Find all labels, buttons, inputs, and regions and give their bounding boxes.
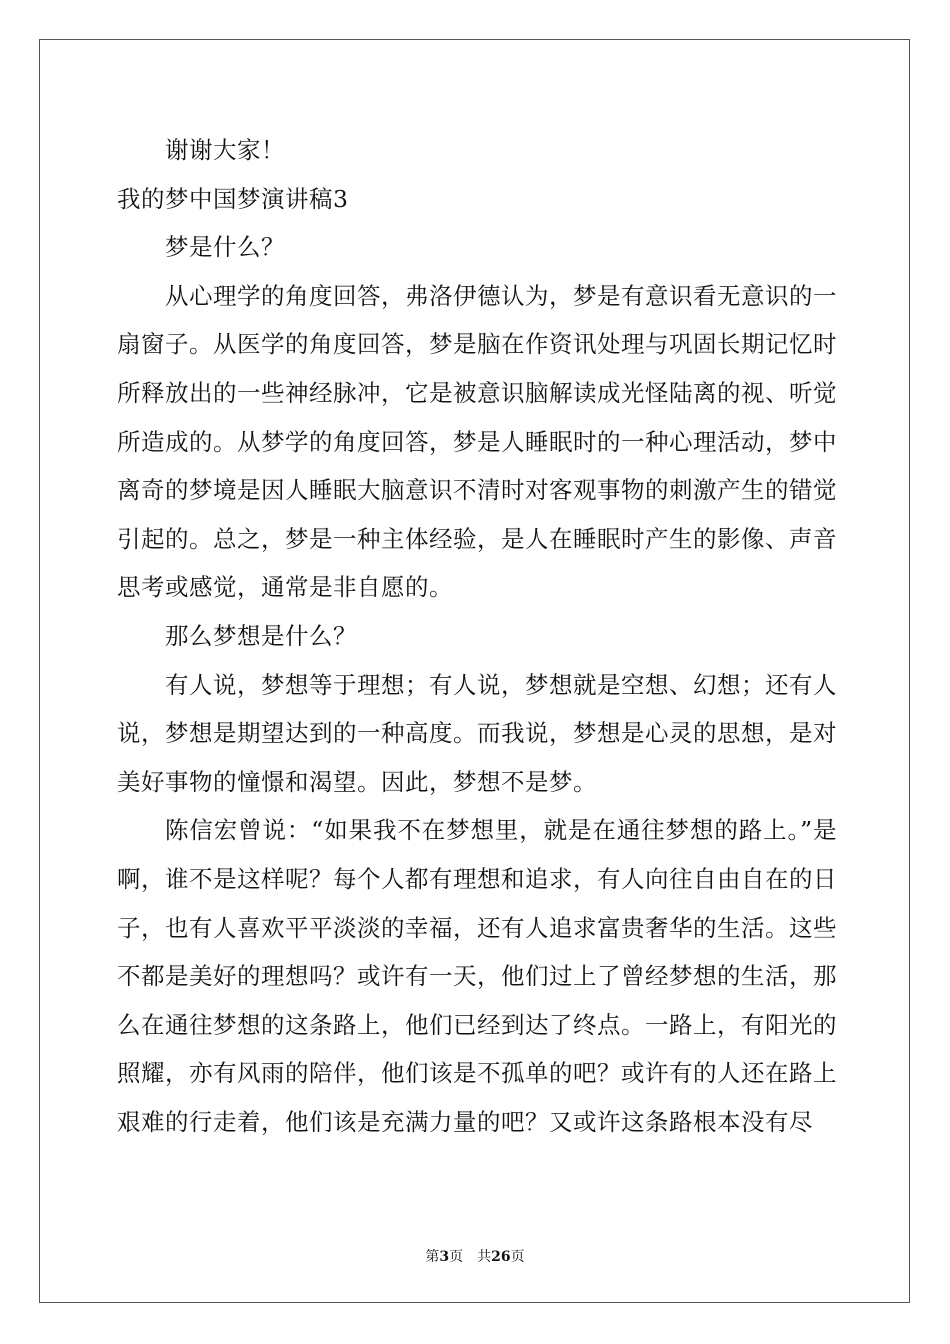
total-prefix: 共 (477, 1249, 492, 1265)
page-unit: 页 (449, 1249, 464, 1265)
page-footer (0, 1247, 950, 1267)
page-number: 3 (439, 1249, 450, 1265)
document-body (117, 126, 837, 1146)
paragraph: 陈信宏曾说：“如果我不在梦想里，就是在通往梦想的路上。”是啊，谁不是这样呢？每个人都有理想和追求，有人向往自由自在的日子，也有人喜欢平平淡淡的幸福，还有人追求富贵奢华的生活。这些不都是美好的理想吗？或许有一天，他们过上了曾经梦想的生活，那么在通往梦想的这条路上，他们已经到达了终点。一路上，有阳光的照耀，亦有风雨的陪伴，他们该是不孤单的吧？或许有的人还在路上艰难的行走着，他们该是充满力量的吧？又或许这条路根本没有尽 (117, 816, 837, 1136)
total-pages: 26 (491, 1249, 511, 1265)
paragraph: 那么梦想是什么？ (165, 621, 357, 650)
section-title: 我的梦中国梦演讲稿3 (117, 184, 349, 213)
paragraph: 从心理学的角度回答，弗洛伊德认为，梦是有意识看无意识的一扇窗子。从医学的角度回答，梦是脑在作资讯处理与巩固长期记忆时所释放出的一些神经脉冲，它是被意识脑解读成光怪陆离的视、听觉所造成的。从梦学的角度回答，梦是人睡眠时的一种心理活动，梦中离奇的梦境是因人睡眠大脑意识不清时对客观事物的刺激产生的错觉引起的。总之，梦是一种主体经验，是人在睡眠时产生的影像、声音思考或感觉，通常是非自愿的。 (117, 281, 837, 602)
page-prefix: 第 (425, 1249, 440, 1265)
paragraph: 有人说，梦想等于理想；有人说，梦想就是空想、幻想；还有人说，梦想是期望达到的一种高度。而我说，梦想是心灵的思想，是对美好事物的憧憬和渴望。因此，梦想不是梦。 (117, 670, 837, 796)
total-unit: 页 (510, 1249, 525, 1265)
paragraph: 谢谢大家！ (165, 136, 285, 164)
paragraph: 梦是什么？ (165, 233, 285, 262)
